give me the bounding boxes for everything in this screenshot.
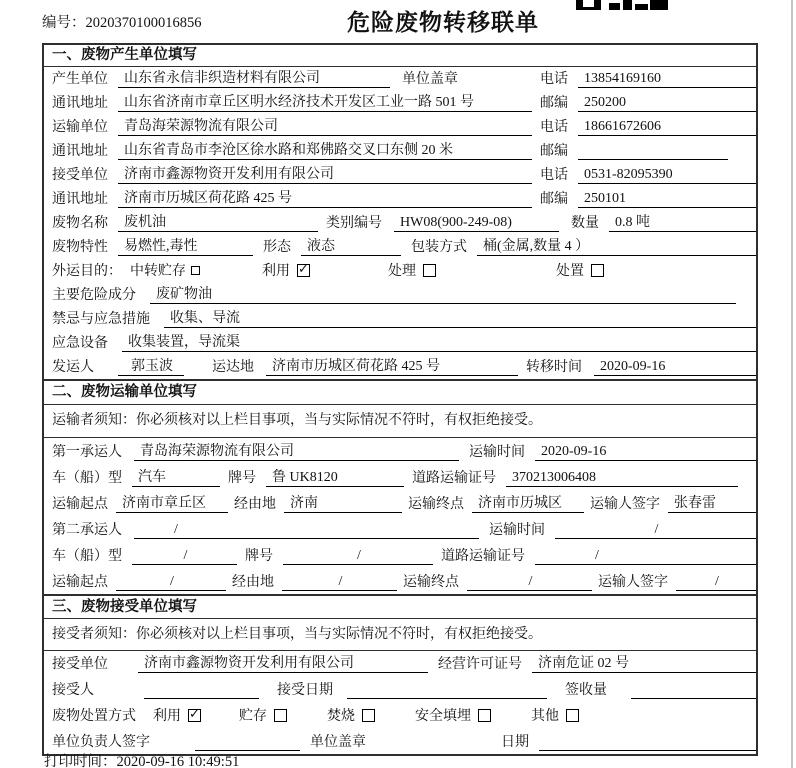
option-label: 焚烧 xyxy=(327,709,355,724)
transport-time-label: 运输时间 xyxy=(469,445,525,460)
address-label: 通讯地址 xyxy=(52,192,108,207)
row-shipper xyxy=(44,355,756,379)
transport-time-label: 运输时间 xyxy=(489,523,545,538)
destination-value: 济南市历城区荷花路 425 号 xyxy=(266,355,518,376)
accept-unit-label: 接受单位 xyxy=(52,657,108,672)
checkbox-storage xyxy=(274,709,287,722)
vehicle-label: 车（船）型 xyxy=(52,471,122,486)
accept-date-value xyxy=(347,698,547,699)
origin-label: 运输起点 xyxy=(52,497,108,512)
page-title: 危险废物转移联单 xyxy=(347,10,539,35)
acceptor-label: 接受人 xyxy=(52,683,94,698)
checkbox-other xyxy=(566,709,579,722)
road-license-label: 道路运输证号 xyxy=(441,549,525,564)
row-route2 xyxy=(44,568,756,594)
transporter-address-value: 山东省青岛市李沧区徐水路和郑佛路交叉口东侧 20 米 xyxy=(118,139,532,160)
accept-unit-value: 济南市鑫源物资开发利用有限公司 xyxy=(138,652,428,673)
shipper-value: 郭玉波 xyxy=(118,355,184,376)
option-label: 利用 xyxy=(153,709,181,724)
permit-label: 经营许可证号 xyxy=(438,657,522,672)
carrier-sign-label: 运输人签字 xyxy=(590,497,660,512)
row-waste-name xyxy=(44,211,756,235)
address-label: 通讯地址 xyxy=(52,144,108,159)
producer-label: 产生单位 xyxy=(52,72,108,87)
print-time-value: 2020-09-16 10:49:51 xyxy=(116,754,240,768)
address-label: 通讯地址 xyxy=(52,96,108,111)
transfer-time-label: 转移时间 xyxy=(526,360,582,375)
end-label: 运输终点 xyxy=(408,497,464,512)
row-disposal-method xyxy=(44,702,756,728)
hazard-label: 主要危险成分 xyxy=(52,288,136,303)
via-label: 经由地 xyxy=(234,497,276,512)
print-time-label: 打印时间： xyxy=(44,754,117,768)
carrier2-label: 第二承运人 xyxy=(52,523,122,538)
origin1-value: 济南市章丘区 xyxy=(116,492,228,513)
row-hazard xyxy=(44,283,756,307)
manifest-form xyxy=(42,43,758,756)
zip-label: 邮编 xyxy=(540,96,568,111)
row-acceptor xyxy=(44,676,756,702)
quantity-value: 0.8 吨 xyxy=(609,211,756,232)
row-equipment xyxy=(44,331,756,355)
serial-value: 2020370100016856 xyxy=(85,15,202,31)
carrier1-label: 第一承运人 xyxy=(52,445,122,460)
via2-value: / xyxy=(282,574,397,591)
waste-name-value: 废机油 xyxy=(118,211,318,232)
row-carrier2 xyxy=(44,516,756,542)
packaging-value: 桶(金属,数量 4 ） xyxy=(477,235,756,256)
row-accept-unit xyxy=(44,651,756,676)
checkbox-use: ✓ xyxy=(298,261,309,277)
row-transporter-address xyxy=(44,139,756,163)
disposal-option-use xyxy=(153,705,201,725)
row-producer-address xyxy=(44,91,756,115)
via1-value: 济南 xyxy=(284,492,402,513)
plate1-value: 鲁 UK8120 xyxy=(266,466,404,487)
form-value: 液态 xyxy=(301,235,401,256)
license2-value: / xyxy=(535,548,756,565)
row-characteristics xyxy=(44,235,756,259)
waste-name-label: 废物名称 xyxy=(52,216,108,231)
transport-time1-value: 2020-09-16 xyxy=(535,444,756,461)
acceptor-value xyxy=(144,698,259,699)
seal-label: 单位盖章 xyxy=(402,72,458,87)
packaging-label: 包装方式 xyxy=(411,240,467,255)
quantity-label: 数量 xyxy=(571,216,599,231)
end1-value: 济南市历城区 xyxy=(472,492,584,513)
row-transporter xyxy=(44,115,756,139)
disposal-label: 废物处置方式 xyxy=(52,709,136,724)
transporter-phone-value: 18661672606 xyxy=(578,119,756,136)
carrier-sign-label: 运输人签字 xyxy=(598,575,668,590)
checkbox-disposal xyxy=(591,264,604,277)
transfer-time-value: 2020-09-16 xyxy=(594,359,756,376)
end2-value: / xyxy=(467,574,592,591)
section2-header: 二、废物运输单位填写 xyxy=(44,381,756,405)
producer-value: 山东省永信非织造材料有限公司 xyxy=(118,67,390,88)
destination-label: 运达地 xyxy=(212,360,254,375)
serial-label: 编号： xyxy=(42,15,86,31)
producer-phone-value: 13854169160 xyxy=(578,71,756,88)
transporter-value: 青岛海荣源物流有限公司 xyxy=(118,115,532,136)
vehicle-label: 车（船）型 xyxy=(52,549,122,564)
row-receiver xyxy=(44,163,756,187)
end-label: 运输终点 xyxy=(403,575,459,590)
shipper-label: 发运人 xyxy=(52,360,94,375)
characteristics-label: 废物特性 xyxy=(52,240,108,255)
row-route1 xyxy=(44,490,756,516)
carrier2-value: / xyxy=(134,522,479,539)
purpose-option-use xyxy=(262,260,310,280)
option-label: 处理 xyxy=(388,264,416,279)
category-label: 类别编号 xyxy=(326,216,382,231)
plate-label: 牌号 xyxy=(245,549,273,564)
zip-label: 邮编 xyxy=(540,192,568,207)
section-transporter xyxy=(44,379,756,594)
origin2-value: / xyxy=(116,574,226,591)
row-vehicle1 xyxy=(44,464,756,490)
received-qty-value xyxy=(631,698,756,699)
option-label: 利用 xyxy=(262,264,290,279)
zip-label: 邮编 xyxy=(540,144,568,159)
disposal-option-landfill xyxy=(415,705,491,725)
option-label: 其他 xyxy=(531,709,559,724)
receiver-phone-value: 0531-82095390 xyxy=(578,167,756,184)
option-label: 中转贮存 xyxy=(130,264,186,279)
qr-code-fragment xyxy=(576,0,668,10)
option-label: 安全填埋 xyxy=(415,709,471,724)
equipment-value: 收集装置，导流渠 xyxy=(122,331,756,352)
purpose-option-treat xyxy=(388,260,436,280)
phone-label: 电话 xyxy=(540,72,568,87)
manager-sign-label: 单位负责人签字 xyxy=(52,735,150,750)
phone-label: 电话 xyxy=(540,168,568,183)
checkbox-incineration xyxy=(362,709,375,722)
disposal-option-storage xyxy=(239,705,287,725)
category-value: HW08(900-249-08) xyxy=(394,215,559,232)
receiver-address-value: 济南市历城区荷花路 425 号 xyxy=(118,187,532,208)
row-carrier1 xyxy=(44,438,756,464)
receiver-value: 济南市鑫源物资开发利用有限公司 xyxy=(118,163,532,184)
sign1-value: 张春雷 xyxy=(668,492,756,513)
checkbox-treatment xyxy=(423,264,436,277)
purpose-option-dispose xyxy=(556,260,604,280)
purpose-option-transfer xyxy=(130,260,200,280)
receiver-label: 接受单位 xyxy=(52,168,108,183)
row-vehicle2 xyxy=(44,542,756,568)
accept-date-label: 接受日期 xyxy=(277,683,333,698)
transporter-label: 运输单位 xyxy=(52,120,108,135)
transport-time2-value: / xyxy=(555,522,756,539)
seal-label: 单位盖章 xyxy=(310,735,366,750)
phone-label: 电话 xyxy=(540,120,568,135)
received-qty-label: 签收量 xyxy=(565,683,607,698)
vehicle1-value: 汽车 xyxy=(132,466,220,487)
option-label: 处置 xyxy=(556,264,584,279)
section1-header: 一、废物产生单位填写 xyxy=(44,45,756,67)
via-label: 经由地 xyxy=(232,575,274,590)
characteristics-value: 易燃性,毒性 xyxy=(118,235,253,256)
checkbox-landfill xyxy=(478,709,491,722)
origin-label: 运输起点 xyxy=(52,575,108,590)
checkbox-use: ✓ xyxy=(189,706,200,722)
checkbox-transfer-storage xyxy=(191,266,200,275)
receiver-notice: 接受者须知：你必须核对以上栏目事项，当与实际情况不符时，有权拒绝接受。 xyxy=(44,619,756,651)
row-receiver-address xyxy=(44,187,756,211)
plate-label: 牌号 xyxy=(228,471,256,486)
disposal-option-incineration xyxy=(327,705,375,725)
row-purpose xyxy=(44,259,756,283)
sign2-value: / xyxy=(676,574,756,591)
producer-address-value: 山东省济南市章丘区明水经济技术开发区工业一路 501 号 xyxy=(118,91,532,112)
carrier1-value: 青岛海荣源物流有限公司 xyxy=(134,440,459,461)
disposal-option-other xyxy=(531,705,579,725)
license1-value: 370213006408 xyxy=(506,470,738,487)
plate2-value: / xyxy=(283,548,433,565)
vehicle2-value: / xyxy=(132,548,237,565)
hazard-value: 废矿物油 xyxy=(150,283,736,304)
receiver-zip-value: 250101 xyxy=(578,191,756,208)
contraindication-label: 禁忌与应急措施 xyxy=(52,312,150,327)
purpose-label: 外运目的： xyxy=(52,264,122,279)
form-label: 形态 xyxy=(263,240,291,255)
page-right-edge xyxy=(791,0,793,768)
producer-zip-value: 250200 xyxy=(578,95,756,112)
date-value xyxy=(539,750,756,751)
row-producer xyxy=(44,67,756,91)
equipment-label: 应急设备 xyxy=(52,336,108,351)
road-license-label: 道路运输证号 xyxy=(412,471,496,486)
section3-header: 三、废物接受单位填写 xyxy=(44,596,756,619)
permit-value: 济南危证 02 号 xyxy=(532,652,756,673)
option-label: 贮存 xyxy=(239,709,267,724)
section-receiver xyxy=(44,594,756,754)
transporter-zip-value xyxy=(578,159,728,160)
row-contraindication xyxy=(44,307,756,331)
section-producer xyxy=(44,45,756,379)
date-label: 日期 xyxy=(501,735,529,750)
transporter-notice: 运输者须知：你必须核对以上栏目事项，当与实际情况不符时，有权拒绝接受。 xyxy=(44,405,756,438)
print-time xyxy=(44,750,239,768)
contraindication-value: 收集、导流 xyxy=(164,307,756,328)
